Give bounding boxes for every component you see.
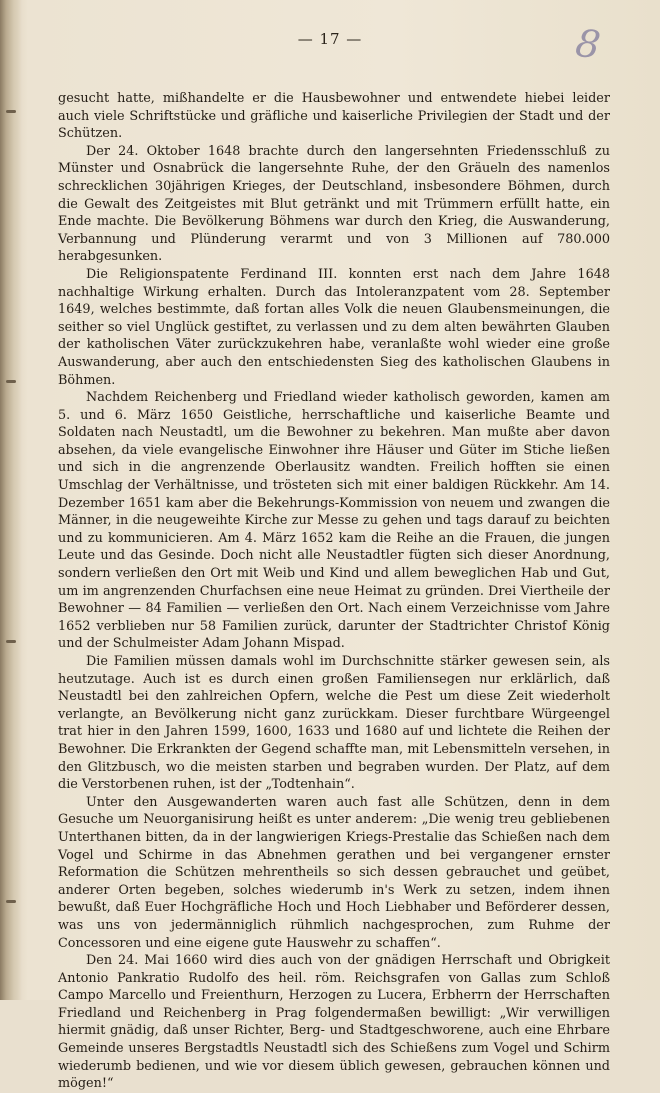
body-text: [58, 90, 610, 1093]
paragraph: Den 24. Mai 1660 wird dies auch von der gnädigen Herrschaft und Obrigkeit Antonio Pankratio Rudolfo des heil. röm. Reichsgrafen von Gallas zum Schloß Campo Marcello und Freienthurn, Herzogen zu Lucera, Erbherrn der Herrschaften Friedland und Reichenberg in Prag folgendermaßen bewilligt: „Wir verwilligen hiermit gnädig, daß unser Richter, Berg- und Stadtgeschworene, auch eine Ehrbare Gemeinde unseres Bergstadtls Neustadtl sich des Schießens zum Vogel und Schirm wiederumb bedienen, und wie vor diesem üblich gewesen, gebrauchen können und mögen!“: [58, 953, 610, 1092]
handwritten-folio-number: 8: [573, 20, 604, 68]
binding-stitch: [6, 640, 16, 643]
paragraph: Die Familien müssen damals wohl im Durchschnitte stärker gewesen sein, als heutzutage. Auch ist es durch einen großen Familiensegen nur erklärlich, daß Neustadtl bei den zahlreichen Opfern, welche die Pest um diese Zeit wiederholt verlangte, an Bevölkerung nicht ganz zurückkam. Dieser furchtbare Würgeengel trat hier in den Jahren 1599, 1600, 1633 und 1680 auf und lichtete die Reihen der Bewohner. Die Erkrankten der Gegend schaffte man, mit Lebensmitteln versehen, in den Glitzbusch, wo die meisten starben und begraben wurden. Der Platz, auf dem die Verstorbenen ruhen, ist der „Todtenhain“.: [58, 654, 610, 793]
book-binding: [0, 0, 22, 1000]
paragraph: Die Religionspatente Ferdinand III. konnten erst nach dem Jahre 1648 nachhaltige Wirkung erhalten. Durch das Intoleranzpatent vom 28. September 1649, welches bestimmte, daß fortan alles Volk die neuen Glaubensmeinungen, die seither so viel Unglück gestiftet, zu verlassen und zu dem alten bewährten Glauben der katholischen Väter zurückzukehren habe, veranlaßte wohl wieder eine große Auswanderung, aber auch den entschiedensten Sieg des katholischen Glaubens in Böhmen.: [58, 266, 610, 388]
binding-stitch: [6, 380, 16, 383]
binding-stitch: [6, 900, 16, 903]
paragraph: Nachdem Reichenberg und Friedland wieder katholisch geworden, kamen am 5. und 6. März 1650 Geistliche, herrschaftliche und kaiserliche Beamte und Soldaten nach Neustadtl, um die Bewohner zu bekehren. Man mußte aber davon absehen, da viele evangelische Einwohner ihre Häuser und Güter im Stiche ließen und sich in die angrenzende Oberlausitz wandten. Freilich hofften sie einen Umschlag der Verhältnisse, und trösteten sich mit einer baldigen Rückkehr. Am 14. Dezember 1651 kam aber die Bekehrungs-Kommission von neuem und zwangen die Männer, in die neugeweihte Kirche zur Messe zu gehen und tags darauf zu beichten und zu kommunicieren. Am 4. März 1652 kam die Reihe an die Frauen, die jungen Leute und das Gesinde. Doch nicht alle Neustadtler fügten sich dieser Anordnung, sondern verließen den Ort mit Weib und Kind und allem beweglichen Hab und Gut, um im angrenzenden Churfachsen eine neue Heimat zu gründen. Drei Viertheile der Bewohner — 84 Familien — verließen den Ort. Nach einem Verzeichnisse vom Jahre 1652 verblieben nur 58 Familien zurück, darunter der Stadtrichter Christof König und der Schulmeister Adam Johann Mispad.: [58, 390, 610, 652]
page-number: — 17 —: [297, 30, 363, 48]
binding-stitch: [6, 110, 16, 113]
paragraph: Der 24. Oktober 1648 brachte durch den langersehnten Friedensschluß zu Münster und Osnabrück die langersehnte Ruhe, der den Gräueln des namenlos schrecklichen 30jährigen Krieges, der Deutschland, insbesondere Böhmen, durch die Gewalt des Zeitgeistes mit Blut getränkt und mit Trümmern erfüllt hatte, ein Ende machte. Die Bevölkerung Böhmens war durch den Krieg, die Auswanderung, Verbannung und Plünderung verarmt und von 3 Millionen auf 780.000 herabgesunken.: [58, 143, 610, 265]
paragraph: gesucht hatte, mißhandelte er die Hausbewohner und entwendete hiebei leider auch viele Schriftstücke und gräfliche und kaiserliche Privilegien der Stadt und der Schützen.: [58, 91, 610, 142]
paragraph: Unter den Ausgewanderten waren auch fast alle Schützen, denn in dem Gesuche um Neuorganisirung heißt es unter anderem: „Die wenig treu gebliebenen Unterthanen bitten, da in der langwierigen Kriegs-Prestalie das Schießen nach dem Vogel und Schirme in das Abnehmen gerathen und bei vergangener ernster Reformation die Schützen mehrentheils so sich dessen gebrauchet und geübet, anderer Orten begeben, solches wiederumb in's Werk zu setzen, indem ihnen bewußt, daß Euer Hochgräfliche Hoch und Hoch Liebhaber und Beförderer dessen, was uns von jedermänniglich rühmlich nachgesprochen, zum Ruhme der Concessoren und eine eigene gute Hauswehr zu schaffen“.: [58, 794, 610, 951]
